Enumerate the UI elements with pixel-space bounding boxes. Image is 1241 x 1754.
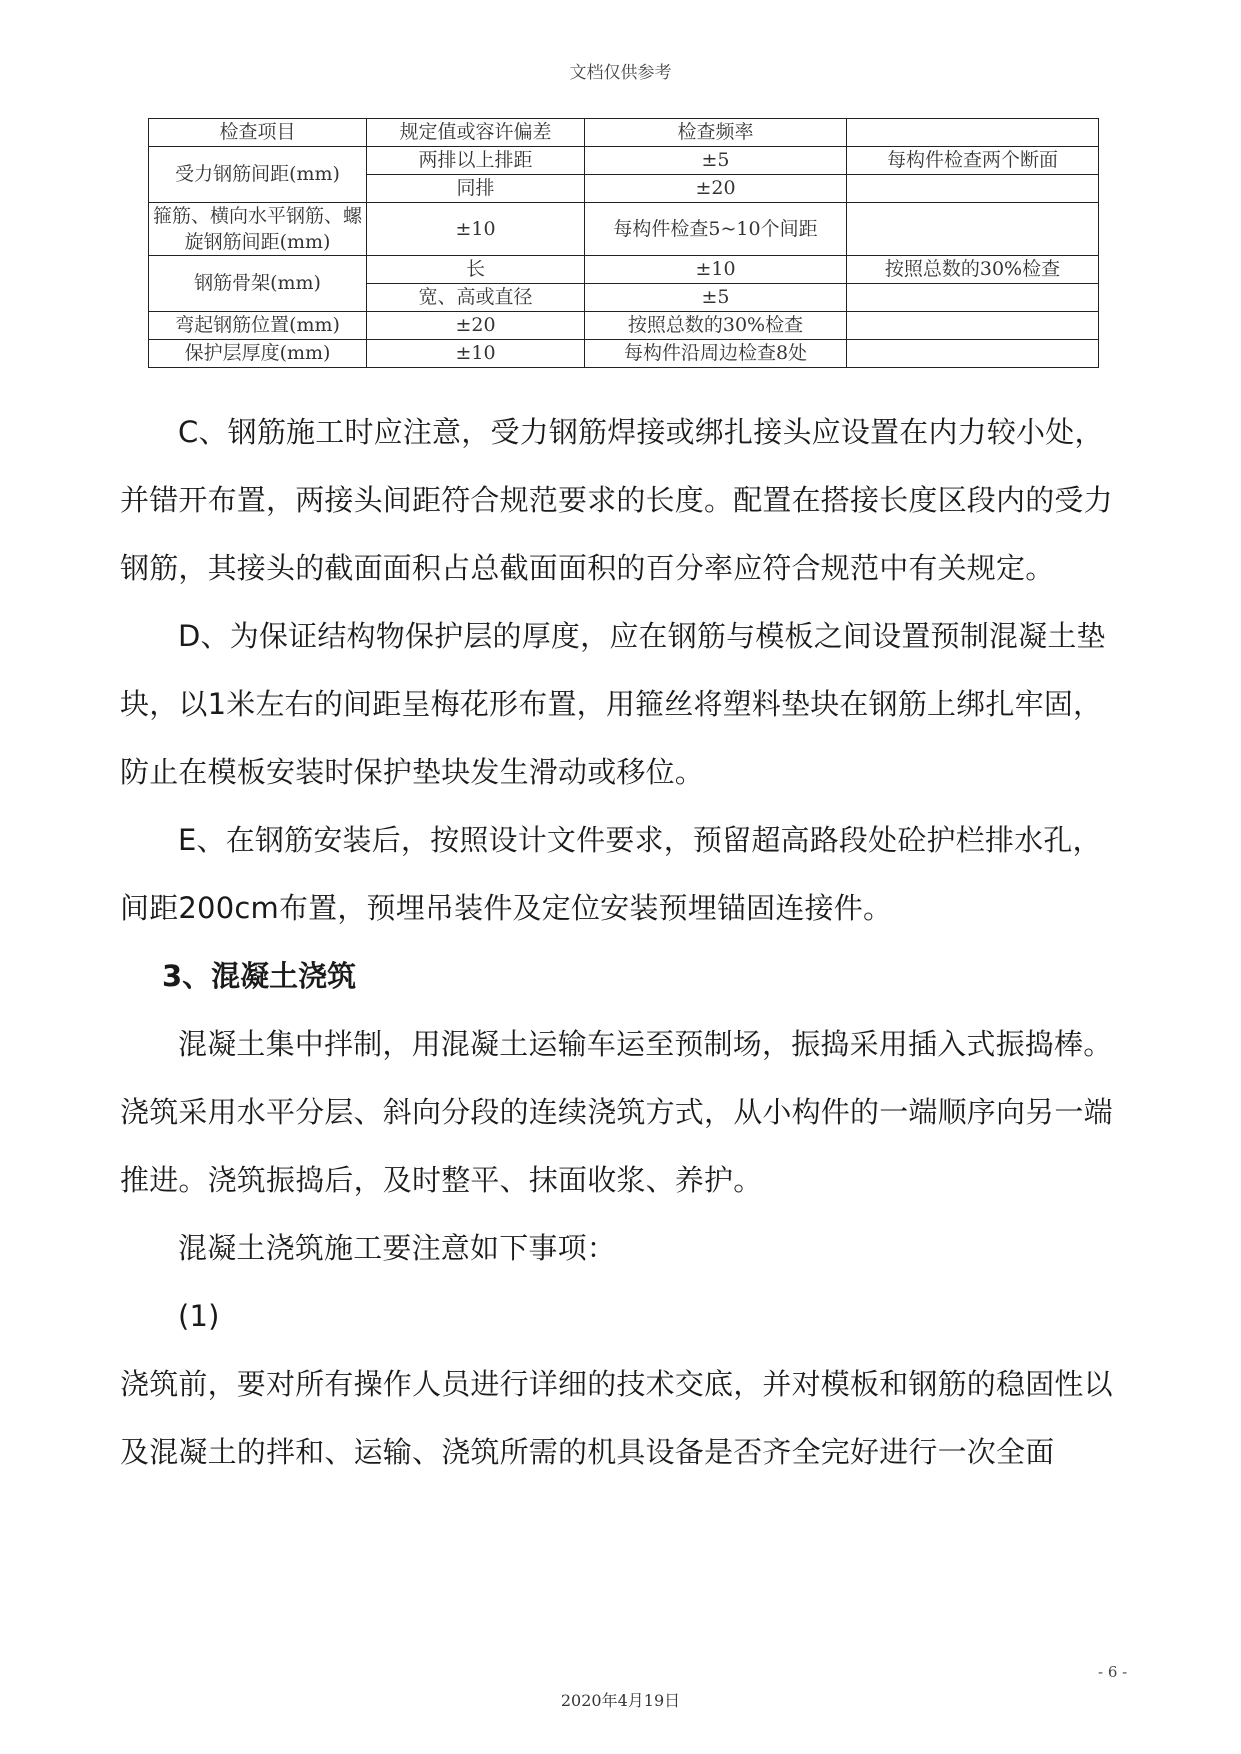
table-cell — [847, 203, 1099, 256]
paragraph: 浇筑前，要对所有操作人员进行详细的技术交底，并对模板和钢筋的稳固性以及混凝土的拌和、运输、浇筑所需的机具设备是否齐全完好进行一次全面 — [120, 1367, 1113, 1469]
table-cell: 受力钢筋间距(mm) — [149, 147, 367, 203]
table-cell — [847, 312, 1099, 340]
table-cell — [847, 284, 1099, 312]
paragraph: 混凝土集中拌制，用混凝土运输车运至预制场，振捣采用插入式振捣棒。浇筑采用水平分层、斜向分段的连续浇筑方式，从小构件的一端顺序向另一端推进。浇筑振捣后，及时整平、抹面收浆、养护。 — [120, 1027, 1113, 1197]
table-cell: 每构件沿周边检查8处 — [585, 340, 847, 368]
table-cell: 钢筋骨架(mm) — [149, 256, 367, 312]
list-marker: (1) — [178, 1299, 220, 1333]
paragraph-e: E、在钢筋安装后，按照设计文件要求，预留超高路段处砼护栏排水孔，间距200cm布置，预埋吊装件及定位安装预埋锚固连接件。 — [120, 823, 1102, 925]
table-cell: 长 — [367, 256, 585, 284]
table-row — [149, 256, 1099, 284]
body-text — [120, 398, 1120, 1486]
inspection-table — [148, 118, 1099, 368]
table-cell: ±20 — [585, 175, 847, 203]
table-cell: 两排以上排距 — [367, 147, 585, 175]
table-cell: ±5 — [585, 284, 847, 312]
table-row — [149, 203, 1099, 256]
table-row — [149, 312, 1099, 340]
table-cell: 按照总数的30%检查 — [847, 256, 1099, 284]
table-header-row — [149, 119, 1099, 147]
table-cell: ±20 — [367, 312, 585, 340]
table-cell: 箍筋、横向水平钢筋、螺旋钢筋间距(mm) — [149, 203, 367, 256]
page-header: 文档仅供参考 — [569, 63, 672, 83]
table-cell: 同排 — [367, 175, 585, 203]
footer-date: 2020年4月19日 — [560, 1691, 681, 1710]
table-cell: 保护层厚度(mm) — [149, 340, 367, 368]
table-row — [149, 340, 1099, 368]
table-cell — [847, 175, 1099, 203]
section-heading: 3、混凝土浇筑 — [162, 959, 357, 993]
table-cell: ±5 — [585, 147, 847, 175]
paragraph-c: C、钢筋施工时应注意，受力钢筋焊接或绑扎接头应设置在内力较小处，并错开布置，两接头间距符合规范要求的长度。配置在搭接长度区段内的受力钢筋，其接头的截面面积占总截面面积的百分率应符合规范中有关规定。 — [120, 415, 1113, 585]
table-cell: 宽、高或直径 — [367, 284, 585, 312]
header-cell: 检查项目 — [149, 119, 367, 147]
table-cell: 每构件检查5~10个间距 — [585, 203, 847, 256]
table-cell — [847, 340, 1099, 368]
paragraph: 混凝土浇筑施工要注意如下事项： — [178, 1231, 617, 1265]
paragraph-d: D、为保证结构物保护层的厚度，应在钢筋与模板之间设置预制混凝土垫块，以1米左右的间距呈梅花形布置，用箍丝将塑料垫块在钢筋上绑扎牢固，防止在模板安装时保护垫块发生滑动或移位。 — [120, 619, 1106, 789]
table-row — [149, 147, 1099, 175]
header-cell: 规定值或容许偏差 — [367, 119, 585, 147]
table-cell: 弯起钢筋位置(mm) — [149, 312, 367, 340]
header-cell: 检查频率 — [585, 119, 847, 147]
table-cell: ±10 — [585, 256, 847, 284]
header-cell — [847, 119, 1099, 147]
page-number: - 6 - — [1098, 1663, 1128, 1681]
table-cell: 每构件检查两个断面 — [847, 147, 1099, 175]
table-cell: ±10 — [367, 203, 585, 256]
table-cell: ±10 — [367, 340, 585, 368]
table-cell: 按照总数的30%检查 — [585, 312, 847, 340]
